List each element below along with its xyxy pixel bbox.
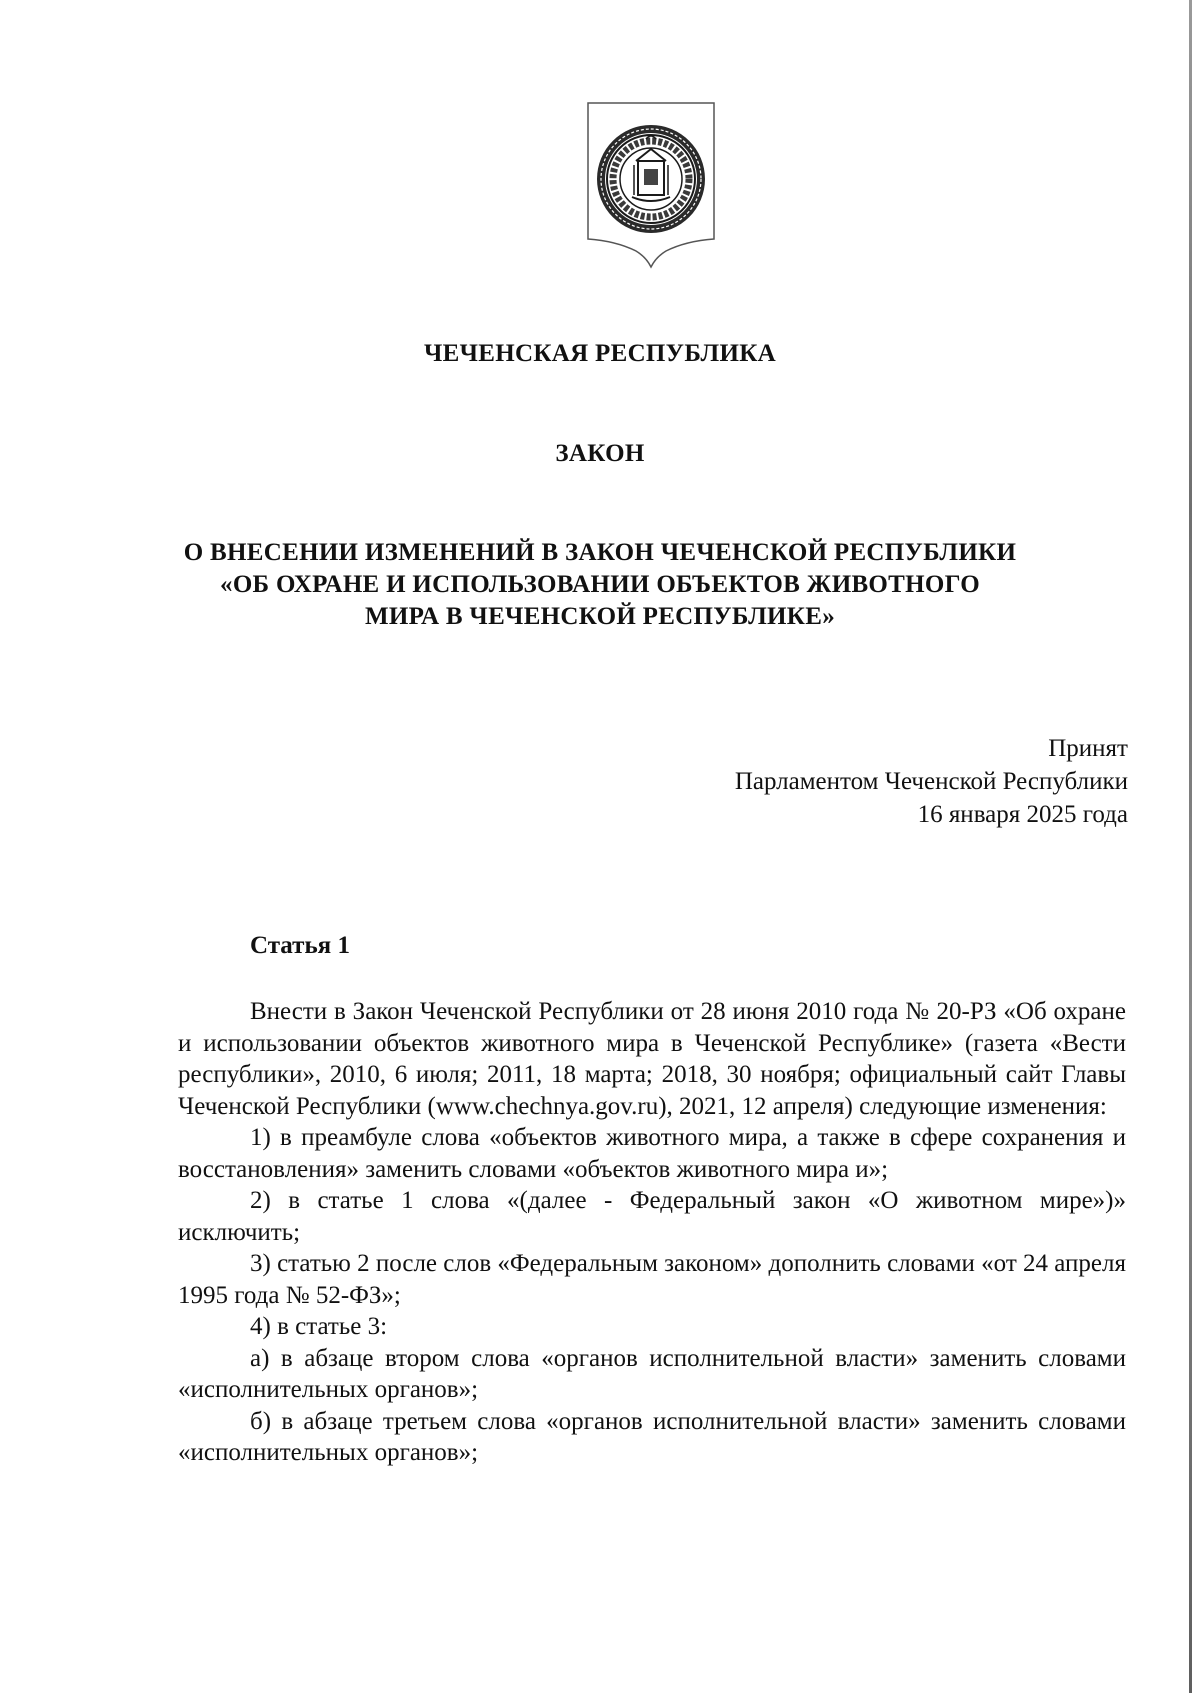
adoption-block: [735, 732, 1128, 831]
adoption-status: Принят: [1048, 735, 1128, 762]
article-paragraph: б) в абзаце третьем слова «органов исполнительной власти» заменить словами «исполнительных органов»;: [178, 1407, 1126, 1466]
document-type-heading: ЗАКОН: [555, 440, 645, 467]
adoption-date: 16 января 2025 года: [917, 801, 1128, 828]
article-paragraph: 2) в статье 1 слова «(далее - Федеральный закон «О животном мире»)» исключить;: [178, 1187, 1126, 1246]
page-edge-shadow: [1189, 0, 1192, 1693]
article-paragraph: 4) в статье 3:: [250, 1313, 388, 1340]
article-paragraph: 1) в преамбуле слова «объектов животного мира, а также в сфере сохранения и восстановления» заменить словами «объектов животного мира и»;: [178, 1124, 1126, 1183]
law-title-line: О ВНЕСЕНИИ ИЗМЕНЕНИЙ В ЗАКОН ЧЕЧЕНСКОЙ РЕСПУБЛИКИ: [183, 539, 1017, 566]
article-body: [178, 996, 1126, 1469]
adoption-body: Парламентом Чеченской Республики: [734, 768, 1128, 795]
article-paragraph: Внести в Закон Чеченской Республики от 28 июня 2010 года № 20-РЗ «Об охране и использовании объектов животного мира в Чеченской Республике» (газета «Вести республики», 2010, 6 июля; 2011, 18 марта; 2018, 30 ноября; официальный сайт Главы Чеченской Республики (www.chechnya.gov.ru), 2021, 12 апреля) следующие изменения:: [178, 998, 1126, 1120]
law-title-line: «ОБ ОХРАНЕ И ИСПОЛЬЗОВАНИИ ОБЪЕКТОВ ЖИВОТНОГО: [220, 571, 980, 598]
republic-heading: ЧЕЧЕНСКАЯ РЕСПУБЛИКА: [424, 340, 776, 367]
article-paragraph: 3) статью 2 после слов «Федеральным законом» дополнить словами «от 24 апреля 1995 года № 52-ФЗ»;: [178, 1250, 1126, 1309]
article-paragraph: а) в абзаце втором слова «органов исполнительной власти» заменить словами «исполнительных органов»;: [178, 1344, 1126, 1403]
coat-of-arms-icon: [586, 101, 716, 269]
law-title-line: МИРА В ЧЕЧЕНСКОЙ РЕСПУБЛИКЕ»: [364, 603, 835, 630]
law-title: [0, 537, 1200, 633]
article-title: Статья 1: [250, 932, 350, 959]
